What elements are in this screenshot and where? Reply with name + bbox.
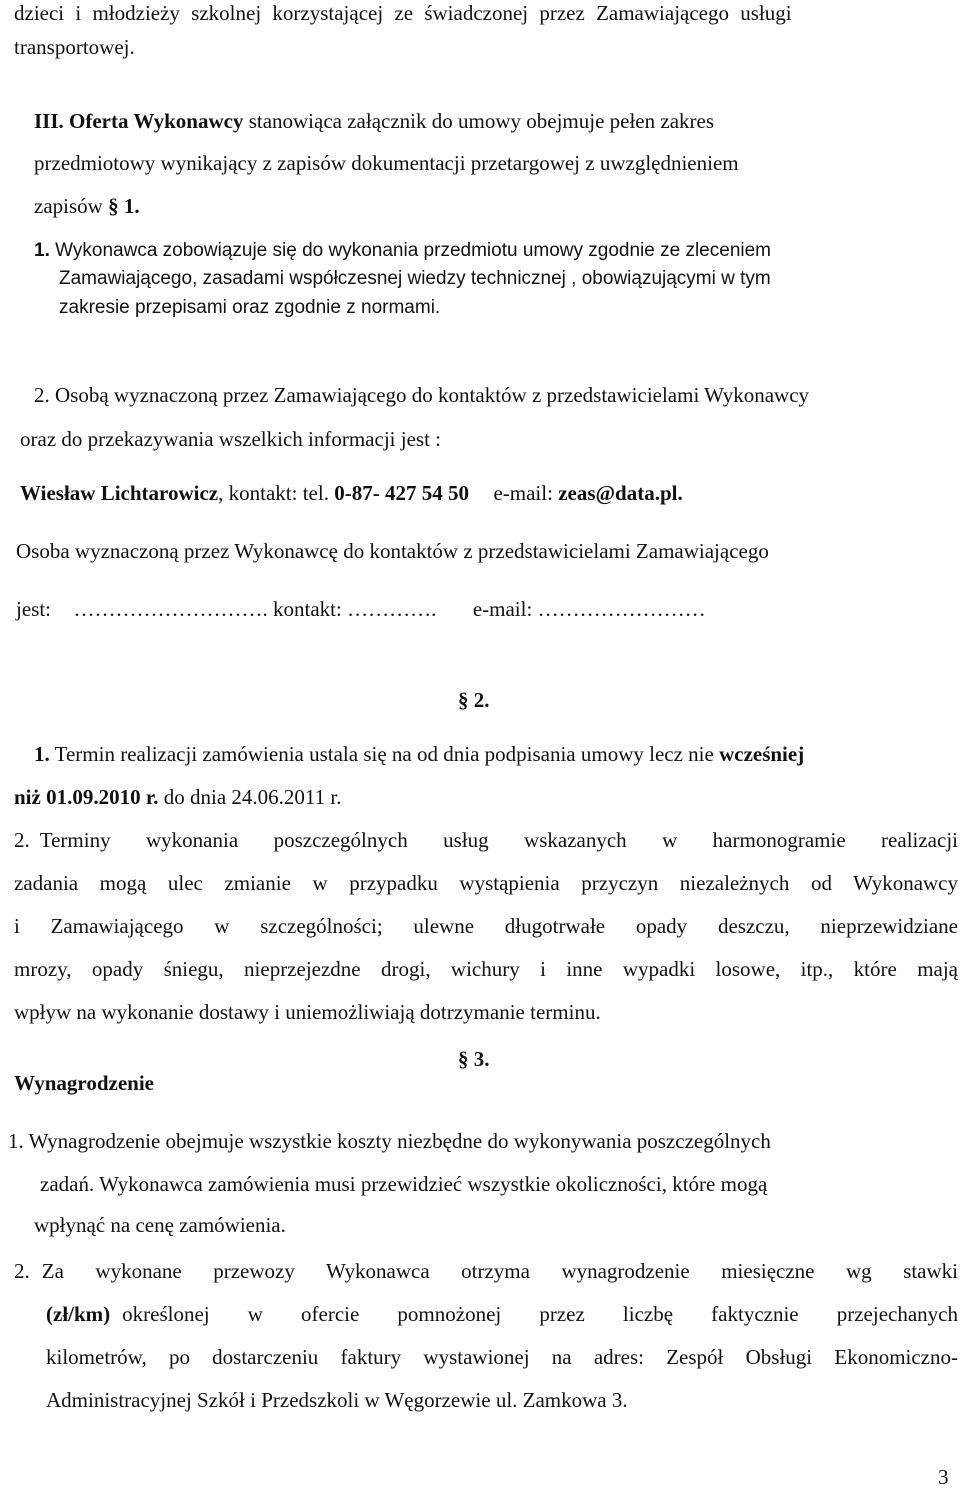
jest-blank: ………………………. <box>73 597 268 621</box>
kontakt-label: kontakt: <box>273 597 342 621</box>
email-blank: …………………… <box>537 597 706 621</box>
paragraph-3-title-text: Wynagrodzenie <box>14 1071 154 1095</box>
par3-item-2-number: 2. <box>14 1259 30 1283</box>
par2-item-1-line-1 <box>34 741 804 767</box>
intro-line-2: transportowej. <box>14 35 135 59</box>
section-iii-ref: § 1. <box>108 194 140 218</box>
par2-item-2-line-4: mrozy, opady śniegu, nieprzejezdne drogi, wichury i inne wypadki losowe, itp., które mają <box>14 957 958 981</box>
item-1-line-2: Zamawiającego, zasadami współczesnej wiedzy technicznej , obowiązującymi w tym <box>59 268 771 289</box>
section-iii-line-3 <box>34 193 140 219</box>
contact-line <box>20 480 683 506</box>
contractor-contact-line <box>16 596 706 622</box>
paragraph-3-heading-text: § 3. <box>458 1047 490 1071</box>
intro-line-1-text: dzieci i młodzieży szkolnej korzystającej ze świadczonej przez Zamawiającego usługi <box>14 1 792 25</box>
email-label: e-mail: <box>472 597 533 621</box>
par2-item-1-number: 1. <box>34 742 50 766</box>
par3-item-2-text-2: określonej w ofercie pomnożonej przez liczbę faktycznie przejechanych <box>122 1302 958 1326</box>
jest-label: jest: <box>16 597 51 621</box>
par2-item-1-text: Termin realizacji zamówienia ustala się na od dnia podpisania umowy lecz nie <box>54 742 714 766</box>
par3-item-2-line-4: Administracyjnej Szkół i Przedszkoli w Węgorzewie ul. Zamkowa 3. <box>46 1388 628 1412</box>
section-iii-zapisow: zapisów <box>34 194 103 218</box>
par2-item-2-line-5: wpływ na wykonanie dostawy i uniemożliwiają dotrzymanie terminu. <box>14 1000 601 1024</box>
par3-item-1-text-1: Wynagrodzenie obejmuje wszystkie koszty niezbędne do wykonywania poszczególnych <box>28 1129 771 1153</box>
item-2-text-1: Osobą wyznaczoną przez Zamawiającego do kontaktów z przedstawicielami Wykonawcy <box>55 383 810 407</box>
par2-item-1-line-2 <box>14 784 341 810</box>
par3-item-2-line-3: kilometrów, po dostarczeniu faktury wystawionej na adres: Zespół Obsługi Ekonomiczno- <box>46 1345 958 1369</box>
par2-item-2-line-2: zadania mogą ulec zmianie w przypadku wystąpienia przyczyn niezależnych od Wykonawcy <box>14 871 958 895</box>
contact-email-label: e-mail: <box>493 481 553 505</box>
paragraph-3-heading <box>458 1046 490 1072</box>
item-1-line-3: zakresie przepisami oraz zgodnie z normami. <box>59 297 441 318</box>
item-2-line-4: Osoba wyznaczoną przez Wykonawcę do kontaktów z przedstawicielami Zamawiającego <box>16 539 769 563</box>
contact-phone: 0-87- 427 54 50 <box>334 481 469 505</box>
par3-item-2-text-1: Za wykonane przewozy Wykonawca otrzyma wynagrodzenie miesięczne wg stawki <box>41 1259 958 1283</box>
par3-rate-unit: (zł/km) <box>46 1302 111 1326</box>
par3-item-2-line-1 <box>14 1258 958 1284</box>
par3-item-1-line-3: wpłynąć na cenę zamówienia. <box>34 1213 286 1237</box>
par3-item-2-line-2 <box>46 1301 958 1327</box>
par2-item-1-bold: wcześniej <box>719 742 805 766</box>
par2-do-dnia: do dnia <box>163 785 227 809</box>
par2-item-2-number: 2. <box>14 828 30 852</box>
item-2-line-1 <box>34 382 809 408</box>
par2-item-2-line-1 <box>14 827 958 853</box>
paragraph-2-heading <box>458 687 490 713</box>
item-1-number: 1. <box>34 240 50 261</box>
item-2-line-2: oraz do przekazywania wszelkich informacji jest : <box>20 427 441 451</box>
item-2-number: 2. <box>34 383 50 407</box>
item-1-line-1 <box>34 238 771 264</box>
section-iii-line-2: przedmiotowy wynikający z zapisów dokumentacji przetargowej z uwzględnieniem <box>34 151 739 175</box>
contact-name: Wiesław Lichtarowicz <box>20 481 219 505</box>
paragraph-3-title <box>14 1070 154 1096</box>
item-1-text-1: Wykonawca zobowiązuje się do wykonania przedmiotu umowy zgodnie ze zleceniem <box>55 240 771 261</box>
page-number: 3 <box>938 1465 949 1489</box>
par3-item-1-number: 1. <box>8 1129 24 1153</box>
par3-item-1-line-1 <box>8 1128 771 1154</box>
par2-item-2-line-3: i Zamawiającego w szczególności; ulewne długotrwałe opady deszczu, nieprzewidziane <box>14 914 958 938</box>
contact-email: zeas@data.pl. <box>558 481 683 505</box>
section-iii-number: III. <box>34 109 64 133</box>
contact-kontakt-label: , kontakt: tel. <box>218 481 329 505</box>
paragraph-2-heading-text: § 2. <box>458 688 490 712</box>
par2-end-date: 24.06.2011 r. <box>231 785 342 809</box>
section-iii-line-1 <box>34 108 714 134</box>
section-iii-text: stanowiąca załącznik do umowy obejmuje pełen zakres <box>248 109 714 133</box>
section-iii-title: Oferta Wykonawcy <box>69 109 244 133</box>
kontakt-blank: …………. <box>347 597 437 621</box>
par2-item-2-text-1: Terminy wykonania poszczególnych usług wskazanych w harmonogramie realizacji <box>39 828 958 852</box>
par2-start-date: niż 01.09.2010 r. <box>14 785 159 809</box>
intro-line-1 <box>14 0 940 26</box>
par3-item-1-line-2: zadań. Wykonawca zamówienia musi przewidzieć wszystkie okoliczności, które mogą <box>40 1172 768 1196</box>
